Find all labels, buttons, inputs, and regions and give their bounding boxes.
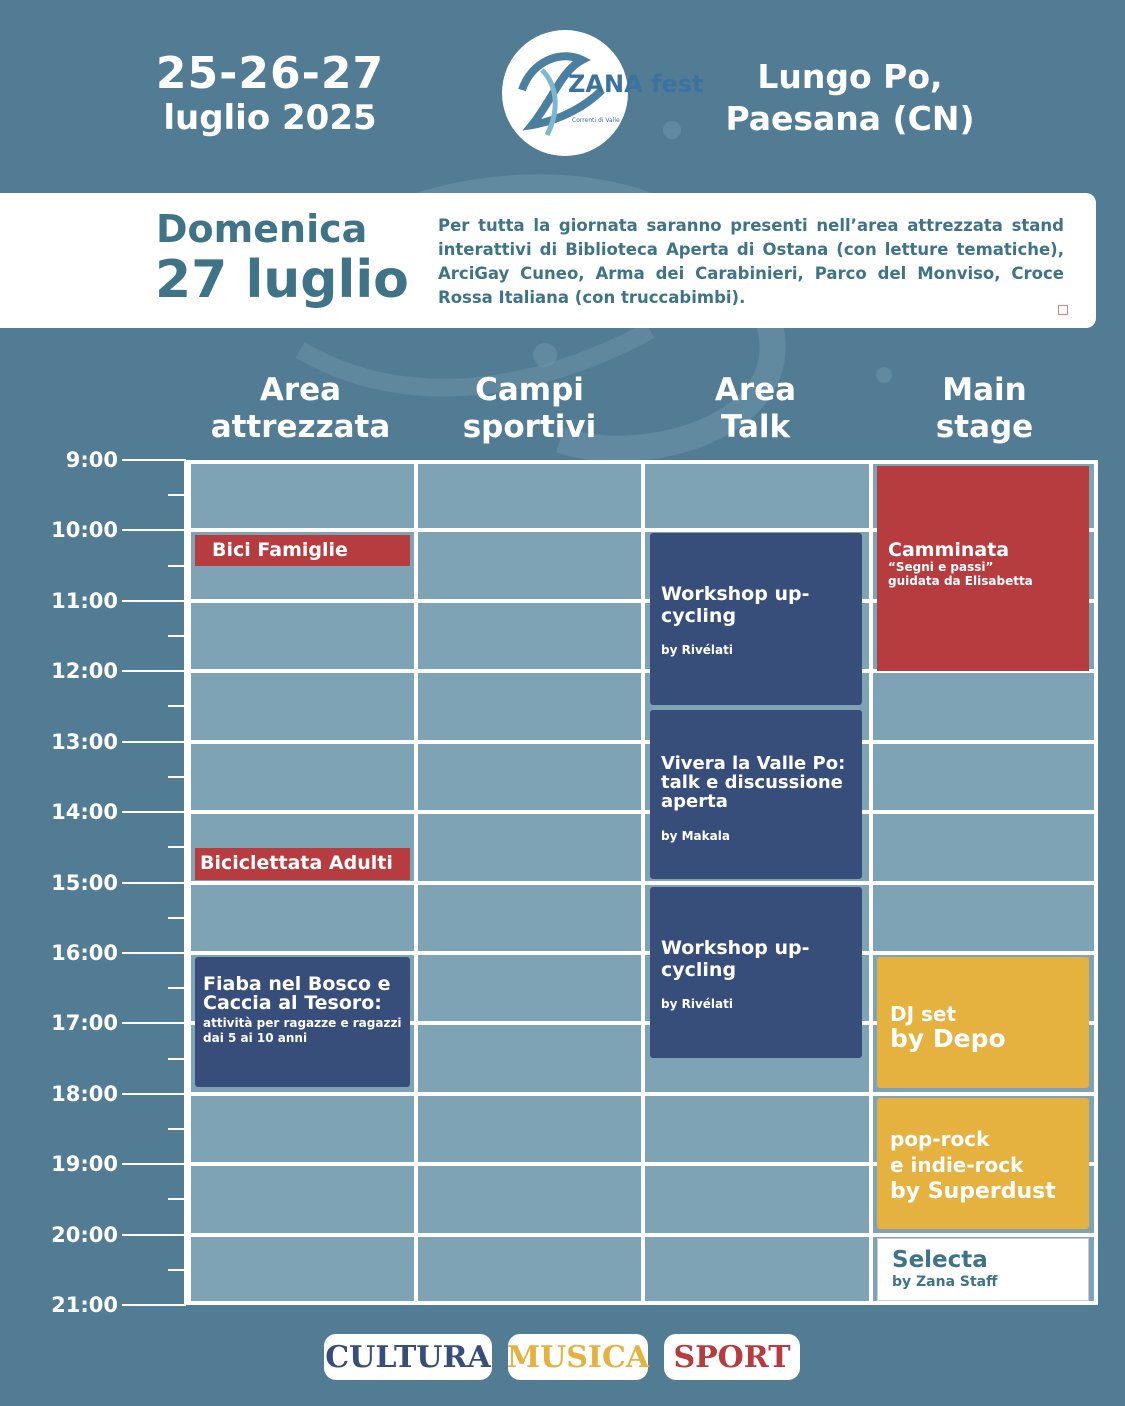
hour-tick (122, 529, 186, 531)
hour-tick (122, 1022, 186, 1024)
date-month: luglio 2025 (163, 98, 377, 138)
time-label: 17:00 (51, 1011, 118, 1036)
time-label: 15:00 (51, 870, 118, 895)
festival-location (720, 56, 980, 140)
half-hour-tick (168, 705, 186, 707)
time-label: 18:00 (51, 1081, 118, 1106)
time-label: 10:00 (51, 518, 118, 543)
day-name: Domenica (156, 207, 368, 251)
time-label: 19:00 (51, 1152, 118, 1177)
half-hour-tick (168, 565, 186, 567)
grid-cell (187, 1164, 416, 1234)
zana-fest-logo (502, 30, 704, 156)
grid-cell (187, 883, 416, 953)
event-workshop-up-cycling-1[interactable]: Workshop up-cycling by Rivélati (650, 533, 862, 705)
grid-cell (416, 883, 643, 953)
grid-cell (416, 1235, 643, 1305)
half-hour-tick (168, 846, 186, 848)
column-header-main-stage: Main stage (935, 372, 1034, 445)
time-label: 9:00 (65, 448, 118, 472)
tag-cultura: CULTURA (324, 1334, 492, 1380)
hour-tick (122, 882, 186, 884)
hour-tick (122, 459, 186, 461)
column-header-area-attrezzata: Area attrezzata (210, 372, 391, 445)
time-label: 16:00 (51, 940, 118, 965)
place-line-1: Lungo Po, (757, 57, 943, 96)
grid-cell (871, 742, 1098, 812)
event-biciclettata-adulti[interactable]: Biciclettata Adulti (195, 848, 410, 880)
hour-tick (122, 600, 186, 602)
event-camminata[interactable]: Camminata “Segni e passi” guidata da Elisabetta (877, 466, 1089, 671)
half-hour-tick (168, 1058, 186, 1060)
grid-column-line (869, 460, 873, 1305)
grid-cell (871, 812, 1098, 882)
grid-cell (416, 530, 643, 600)
grid-cell (187, 742, 416, 812)
grid-column-line (414, 460, 418, 1305)
grid-cell (416, 671, 643, 741)
time-label: 20:00 (51, 1222, 118, 1247)
grid-cell (416, 742, 643, 812)
hour-tick (122, 952, 186, 954)
half-hour-tick (168, 917, 186, 919)
grid-cell (416, 1164, 643, 1234)
grid-cell (871, 671, 1098, 741)
tag-sport: SPORT (664, 1334, 800, 1380)
grid-column-line (641, 460, 645, 1305)
tag-musica: MUSICA (508, 1334, 648, 1380)
grid-cell (643, 1235, 871, 1305)
event-dj-set[interactable]: DJ set by Depo (877, 957, 1089, 1088)
hour-tick (122, 1234, 186, 1236)
grid-cell (416, 812, 643, 882)
half-hour-tick (168, 776, 186, 778)
hour-tick (122, 1093, 186, 1095)
event-fiaba-nel-bosco[interactable]: Fiaba nel Bosco e Caccia al Tesoro: attività per ragazze e ragazzi dai 5 ai 10 anni (195, 957, 410, 1087)
grid-cell (187, 1094, 416, 1164)
hour-tick (122, 1304, 186, 1306)
grid-cell (643, 460, 871, 530)
column-header-area-talk: Area Talk (714, 372, 797, 445)
hour-tick (122, 670, 186, 672)
event-selecta[interactable]: Selecta by Zana Staff (877, 1238, 1089, 1301)
time-label: 11:00 (51, 588, 118, 613)
grid-cell (416, 1023, 643, 1093)
event-workshop-up-cycling-2[interactable]: Workshop up-cycling by Rivélati (650, 887, 862, 1058)
half-hour-tick (168, 1128, 186, 1130)
festival-dates (150, 50, 390, 138)
half-hour-tick (168, 1269, 186, 1271)
grid-cell (416, 953, 643, 1023)
small-mark-icon (1058, 305, 1068, 315)
time-label: 12:00 (51, 659, 118, 684)
grid-cell (871, 883, 1098, 953)
svg-text:Correnti di Valle: Correnti di Valle (572, 117, 620, 124)
place-line-2: Paesana (CN) (725, 99, 975, 138)
grid-column-line (1094, 460, 1098, 1305)
grid-cell (187, 601, 416, 671)
hour-tick (122, 811, 186, 813)
grid-cell (643, 1094, 871, 1164)
time-label: 21:00 (51, 1293, 118, 1317)
grid-cell (187, 671, 416, 741)
event-pop-rock-superdust[interactable]: pop-rock e indie-rock by Superdust (877, 1098, 1089, 1229)
event-bici-famiglie[interactable]: Bici Famiglie (195, 535, 410, 566)
grid-cell (187, 1235, 416, 1305)
time-label: 14:00 (51, 800, 118, 825)
grid-cell (416, 1094, 643, 1164)
grid-cell (416, 460, 643, 530)
time-label: 13:00 (51, 729, 118, 754)
hour-tick (122, 1163, 186, 1165)
date-days: 25-26-27 (155, 48, 385, 99)
grid-cell (187, 460, 416, 530)
half-hour-tick (168, 635, 186, 637)
svg-text:ZANA fest: ZANA fest (568, 70, 704, 98)
hour-tick (122, 741, 186, 743)
day-info-text: Per tutta la giornata saranno presenti nell’area attrezzata stand interattivi di Biblioteca Aperta di Ostana (con letture tematiche), ArciGay Cuneo, Arma dei Carabinieri, Parco del Monviso, Croce Rossa Italiana (con truccabimbi). (438, 216, 1064, 307)
event-vivera-la-valle-po[interactable]: Vivera la Valle Po: talk e discussione aperta by Makala (650, 710, 862, 879)
half-hour-tick (168, 494, 186, 496)
half-hour-tick (168, 1198, 186, 1200)
day-date: 27 luglio (155, 250, 409, 310)
half-hour-tick (168, 987, 186, 989)
grid-cell (643, 1164, 871, 1234)
column-header-campi-sportivi: Campi sportivi (462, 372, 597, 445)
grid-cell (416, 601, 643, 671)
